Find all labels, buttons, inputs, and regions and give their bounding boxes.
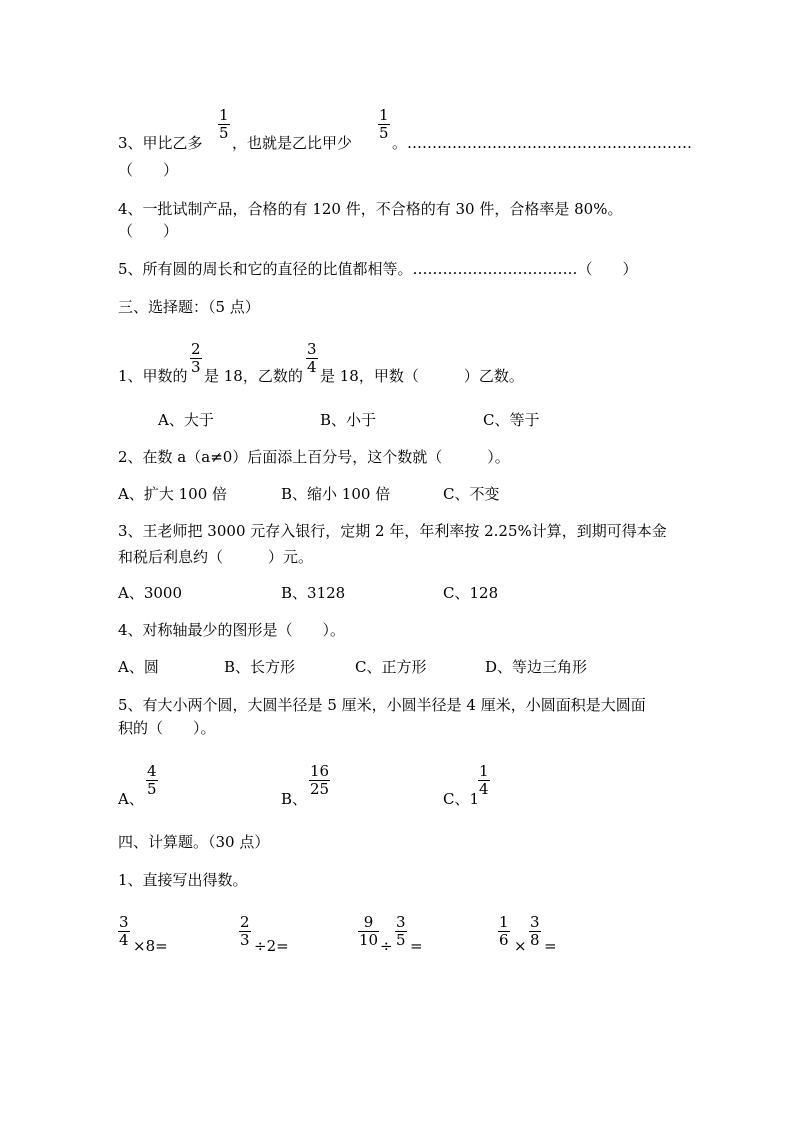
c2-option-b: B、缩小 100 倍 <box>281 485 391 503</box>
section-4-title: 四、计算题。（30 点） <box>118 833 270 851</box>
c5-opt-b-den: 25 <box>310 780 330 798</box>
e1-num: 3 <box>119 913 129 931</box>
c5-opt-c-den: 4 <box>479 780 489 798</box>
c3-option-b: B、3128 <box>281 584 346 602</box>
c5-opt-c-num: 1 <box>479 762 489 780</box>
c1-prefix: 1、甲数的 <box>118 367 188 385</box>
c5-opt-a-den: 5 <box>147 780 157 798</box>
q3-frac2-den: 5 <box>379 124 389 142</box>
q3-frac1-num: 1 <box>219 106 229 124</box>
c2-option-a: A、扩大 100 倍 <box>118 485 227 503</box>
q4-answer-paren: （ ） <box>118 222 179 240</box>
c5-option-c-label: C、1 <box>443 790 480 808</box>
c5-opt-a-num: 4 <box>147 762 157 780</box>
c1-frac2-den: 4 <box>307 358 317 376</box>
e4-num-1: 1 <box>499 913 509 931</box>
e2-rest: ÷2= <box>254 937 289 955</box>
e4-num-2: 3 <box>530 913 540 931</box>
q3-fraction-2 <box>378 107 390 142</box>
e1-rest: ×8= <box>133 937 168 955</box>
e3-rest: = <box>410 937 423 955</box>
c5-option-a-label: A、 <box>118 790 144 808</box>
c4-text: 4、对称轴最少的图形是（ ）。 <box>118 621 346 639</box>
q3-prefix: 3、甲比乙多 <box>118 134 203 152</box>
c1-middle: 是 18，乙数的 <box>204 367 303 385</box>
c1-option-b: B、小于 <box>320 411 377 429</box>
c5-option-b-label: B、 <box>281 790 308 808</box>
section-3-title: 三、选择题：（5 点） <box>118 298 260 316</box>
c5-line-1: 5、有大小两个圆，大圆半径是 5 厘米，小圆半径是 4 厘米，小圆面积是大圆面 <box>118 696 646 714</box>
e3-num-1: 9 <box>363 913 374 931</box>
c1-frac2-num: 3 <box>307 340 317 358</box>
c5-option-b-fraction <box>309 763 330 798</box>
c2-text: 2、在数 a（a≠0）后面添上百分号，这个数就（ ）。 <box>118 448 510 466</box>
c5-option-a-fraction <box>146 763 158 798</box>
q3-frac2-num: 1 <box>379 106 389 124</box>
e4-fraction-2 <box>529 914 541 949</box>
c1-frac1-num: 2 <box>191 340 201 358</box>
e2-den: 3 <box>240 931 250 949</box>
q5-text: 5、所有圆的周长和它的直径的比值都相等。……………………………（ ） <box>118 260 638 278</box>
q3-dots: 。………………………………………………… <box>392 134 693 152</box>
c1-fraction-1 <box>190 341 202 376</box>
c5-option-c-fraction <box>478 763 490 798</box>
e4-den-2: 8 <box>530 931 540 949</box>
c3-line-2: 和税后利息约（ ）元。 <box>118 548 314 566</box>
c1-option-c: C、等于 <box>483 411 540 429</box>
c4-option-c: C、正方形 <box>355 658 427 676</box>
e1-den: 4 <box>119 931 129 949</box>
c3-line-1: 3、王老师把 3000 元存入银行，定期 2 年，年利率按 2.25%计算，到期可得本金 <box>118 522 667 540</box>
calc1-title: 1、直接写出得数。 <box>118 871 248 889</box>
c1-fraction-2 <box>306 341 318 376</box>
e3-fraction-2 <box>395 914 407 949</box>
c4-option-d: D、等边三角形 <box>485 658 588 676</box>
c3-option-c: C、128 <box>443 584 499 602</box>
e3-den-1: 10 <box>359 931 379 949</box>
c1-frac1-den: 3 <box>191 358 201 376</box>
q3-fraction-1 <box>218 107 230 142</box>
e3-den-2: 5 <box>396 931 406 949</box>
c5-line-2: 积的（ ）。 <box>118 719 216 737</box>
c3-option-a: A、3000 <box>118 584 183 602</box>
e4-operator: × <box>514 937 527 955</box>
e2-num: 2 <box>240 913 250 931</box>
q3-frac1-den: 5 <box>219 124 229 142</box>
c4-option-a: A、圆 <box>118 658 159 676</box>
e4-den-1: 6 <box>499 931 509 949</box>
c5-opt-b-num: 16 <box>310 762 330 780</box>
e2-fraction <box>239 914 251 949</box>
q3-answer-paren: （ ） <box>118 161 179 179</box>
e4-fraction-1 <box>498 914 510 949</box>
e3-num-2: 3 <box>396 913 406 931</box>
e4-rest: = <box>544 937 557 955</box>
q4-text: 4、一批试制产品，合格的有 120 件，不合格的有 30 件，合格率是 80%。 <box>118 200 623 218</box>
q3-middle: ，也就是乙比甲少 <box>232 134 353 152</box>
c1-suffix: 是 18，甲数（ ）乙数。 <box>320 367 524 385</box>
e1-fraction <box>118 914 130 949</box>
e3-operator: ÷ <box>380 937 393 955</box>
c4-option-b: B、长方形 <box>224 658 296 676</box>
e3-fraction-1 <box>358 914 379 949</box>
c2-option-c: C、不变 <box>443 485 500 503</box>
c1-option-a: A、大于 <box>158 411 214 429</box>
